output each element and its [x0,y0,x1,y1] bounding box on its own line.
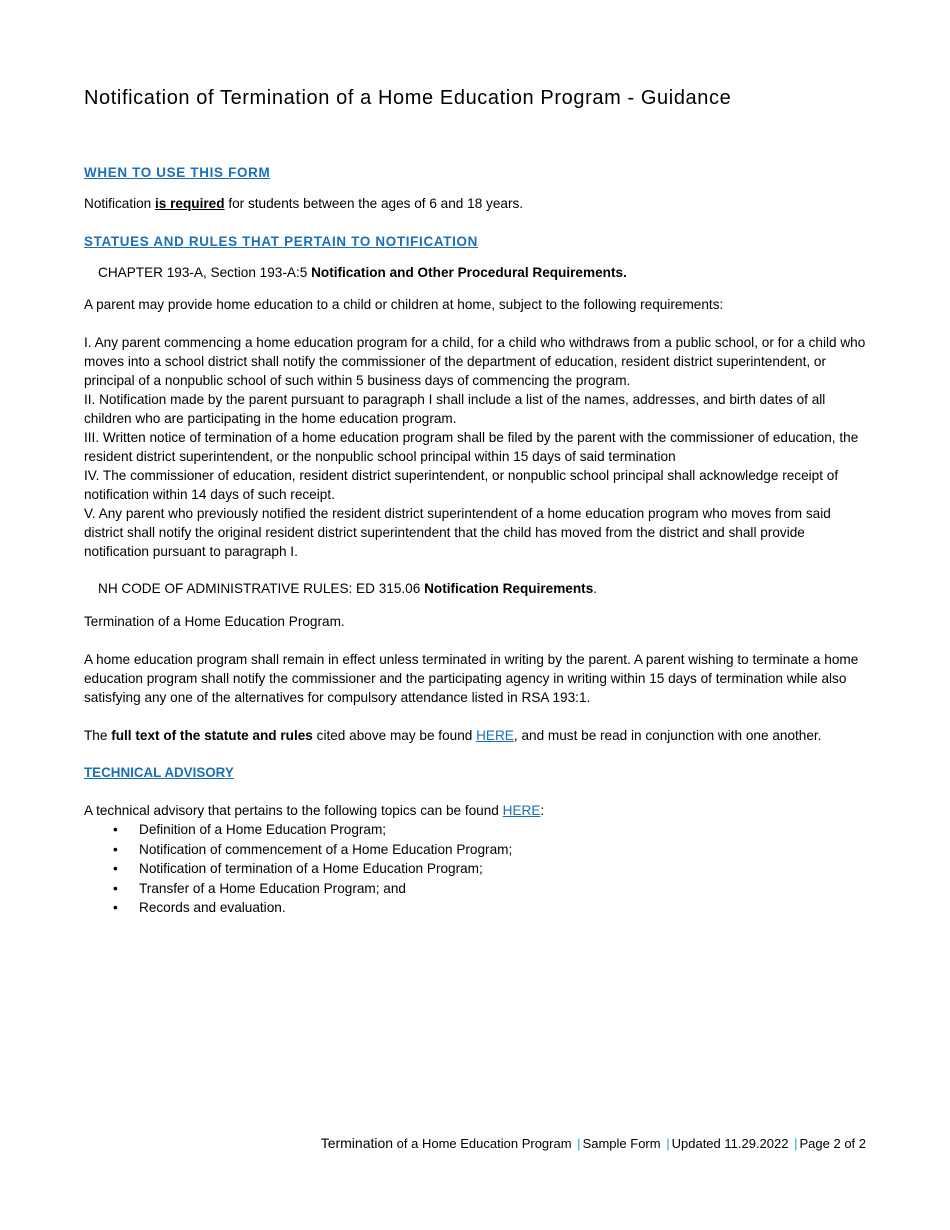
heading-when-to-use: WHEN TO USE THIS FORM [84,165,271,180]
bullet-icon: • [113,861,118,877]
page-content [84,84,868,918]
bullet-icon: • [113,880,118,896]
footer-program: of a Home Education Program [393,1136,572,1151]
termination-text: A home education program shall remain in effect unless terminated in writing by the parent. A parent wishing to terminate a home education program shall notify the commissioner and the participating agency in writing within 15 days of termination while also satisfying any one of the alternatives for compulsory attendance listed in RSA 193:1. [84,652,859,705]
topic-text: Notification of termination of a Home Education Program; [139,861,483,877]
chapter-text: CHAPTER 193-A, Section 193-A:5 [98,265,312,280]
statute-items [84,333,868,561]
rules-period: . [593,581,598,596]
statutes-intro: A parent may provide home education to a child or children at home, subject to the following requirements: [84,297,724,312]
footer-sample-form: Sample Form [582,1136,661,1151]
advisory-intro [84,801,868,820]
topic-text: Definition of a Home Education Program; [139,822,387,837]
heading-technical-advisory: TECHNICAL ADVISORY [84,765,234,780]
statute-item: V. Any parent who previously notified the resident district superintendent of a home education program who moves from said district shall notify the original resident district superintendent that the child has moved from the district and shall provide notification pursuant to paragraph I. [84,506,831,559]
fulltext-c: cited above may be found [312,728,477,743]
list-item [84,898,868,918]
topic-text: Notification of commencement of a Home Education Program; [139,841,513,857]
topic-text: Transfer of a Home Education Program; and [139,880,406,896]
statute-item: I. Any parent commencing a home education program for a child, for a child who withdraws from a public school, or for a child who moves into a school district shall notify the commissioner of the department of education, resident district superintendent, or principal of a nonpublic school of such within 5 business days of commencing the program. [84,335,866,388]
footer-page-number: Page 2 of 2 [799,1136,866,1151]
statute-item: II. Notification made by the parent pursuant to paragraph I shall include a list of the names, addresses, and birth dates of all children who are participating in the home education program. [84,392,826,426]
topic-text: Records and evaluation. [139,900,286,916]
advisory-topics-list [84,820,868,918]
fulltext-here-link[interactable]: HERE [476,728,514,743]
statute-item: III. Written notice of termination of a home education program shall be filed by the parent with the commissioner of education, the resident district superintendent, or the nonpublic school principal within 15 days of said termination [84,430,859,464]
when-text-c: for students between the ages of 6 and 18 years. [224,196,524,211]
fulltext-line [84,726,868,745]
advisory-here-link[interactable]: HERE [502,803,541,818]
bullet-icon: • [113,841,118,857]
rules-bold: Notification Requirements [424,581,594,596]
footer-updated: Updated 11.29.2022 [671,1136,789,1151]
chapter-bold: Notification and Other Procedural Requirements. [311,265,627,280]
footer-separator: | [794,1136,798,1151]
footer-separator: | [577,1136,581,1151]
fulltext-bold: full text of the statute and rules [111,728,313,743]
advisory-intro-b: : [540,803,545,818]
list-item [84,840,868,860]
fulltext-a: The [84,728,112,743]
list-item [84,859,868,879]
footer-separator: | [666,1136,670,1151]
rules-line [84,579,868,598]
page-footer [321,1134,866,1153]
when-text-required: is required [155,196,225,211]
rules-text: NH CODE OF ADMINISTRATIVE RULES: ED 315.06 [98,581,425,596]
when-paragraph [84,194,868,213]
footer-termination: Termination [320,1135,394,1151]
bullet-icon: • [113,822,118,837]
page-title: Notification of Termination of a Home Education Program - Guidance [84,87,732,109]
advisory-intro-a: A technical advisory that pertains to the following topics can be found [84,803,503,818]
termination-title: Termination of a Home Education Program. [84,614,345,629]
fulltext-d: , and must be read in conjunction with one another. [513,728,822,743]
heading-statutes: STATUES AND RULES THAT PERTAIN TO NOTIFICATION [84,234,478,249]
statute-item: IV. The commissioner of education, resident district superintendent, or nonpublic school principal shall acknowledge receipt of notification within 14 days of such receipt. [84,468,839,502]
list-item [84,879,868,899]
bullet-icon: • [113,900,118,916]
list-item [84,820,868,840]
chapter-line [84,263,868,282]
when-text-a: Notification [84,196,156,211]
